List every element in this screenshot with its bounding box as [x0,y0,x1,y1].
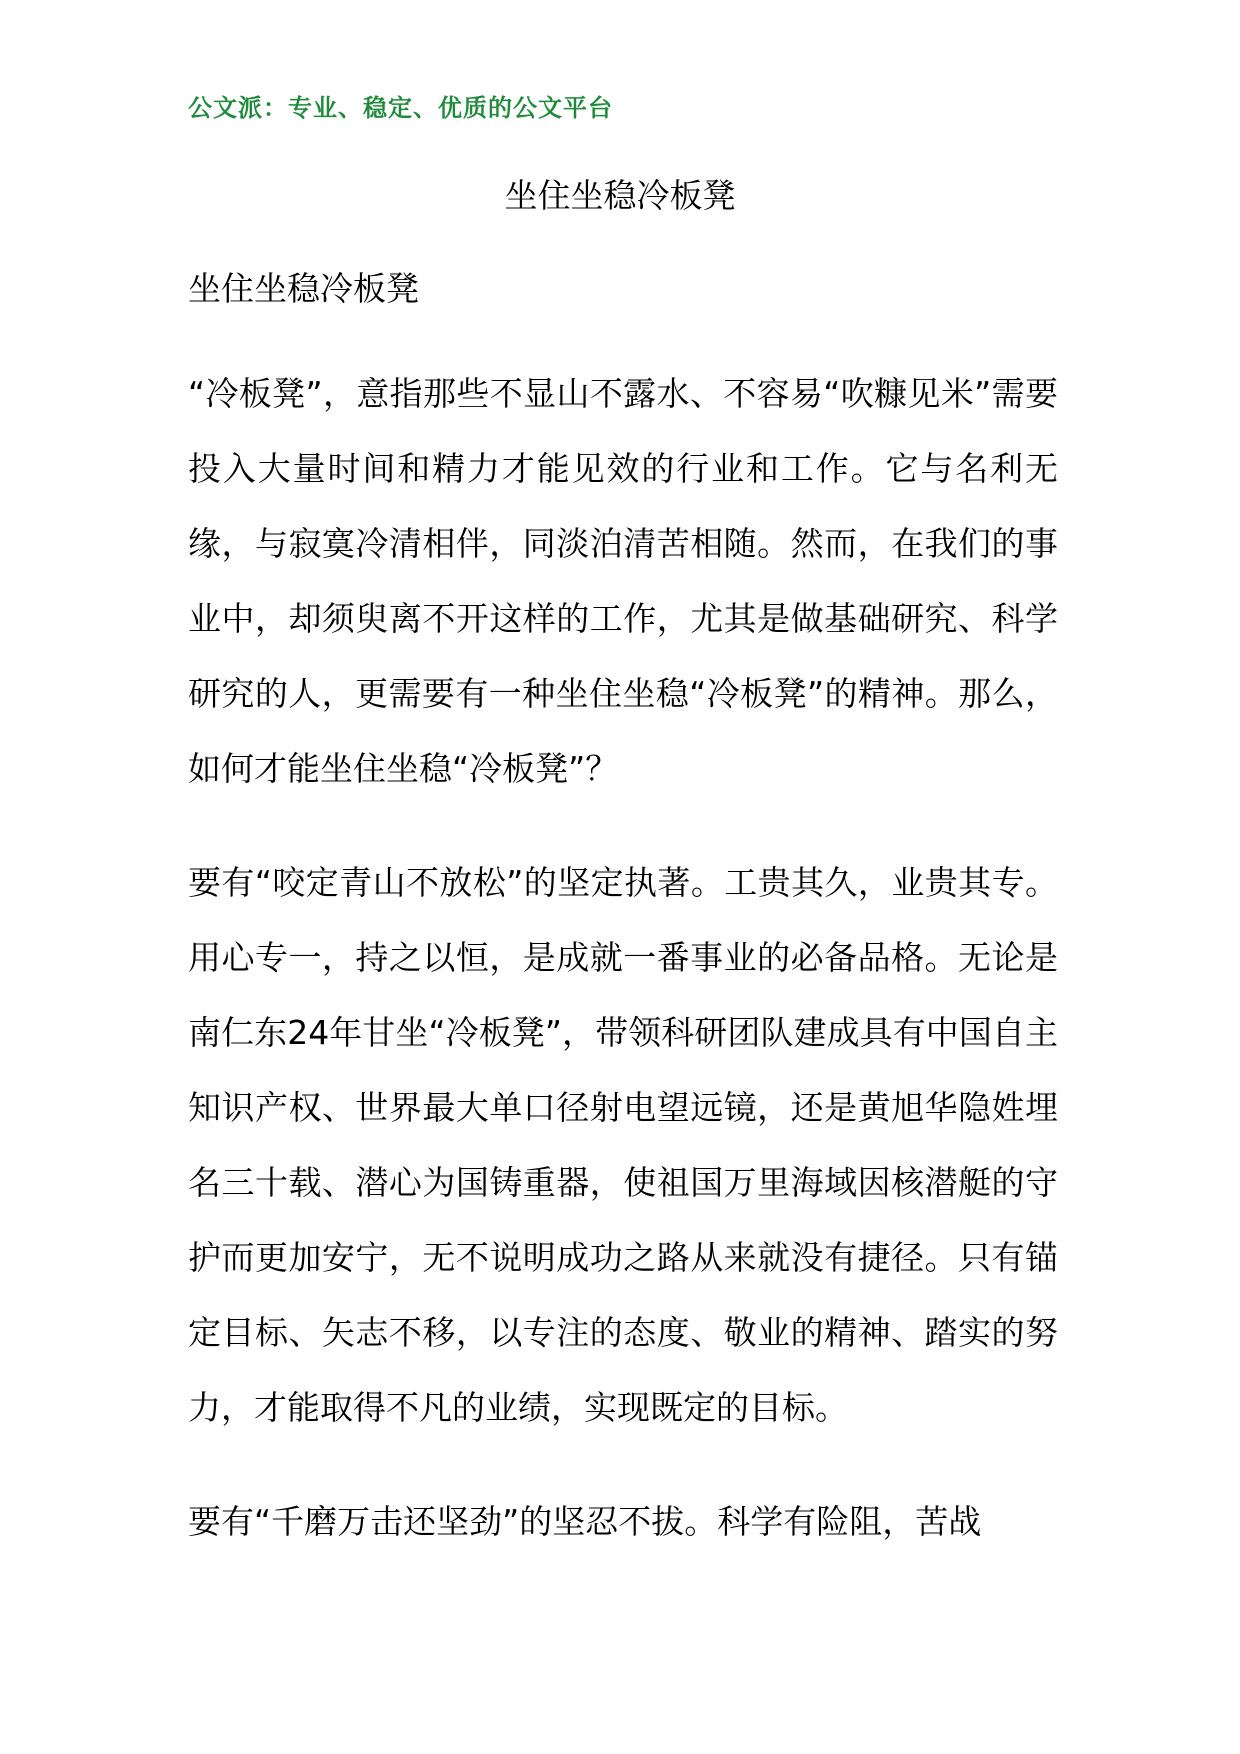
paragraph-3: 要有“千磨万击还坚劲”的坚忍不拔。科学有险阻，苦战 [188,1502,982,1541]
document-body [188,356,1058,1559]
paragraph-2: 要有“咬定青山不放松”的坚定执著。工贵其久，业贵其专。用心专一，持之以恒，是成就一番事业的必备品格。无论是南仁东24年甘坐“冷板凳”，带领科研团队建成具有中国自主知识产权、世界最大单口径射电望远镜，还是黄旭华隐姓埋名三十载、潜心为国铸重器，使祖国万里海域因核潜艇的守护而更加安宁，无不说明成功之路从来就没有捷径。只有锚定目标、矢志不移，以专注的态度、敬业的精神、踏实的努力，才能取得不凡的业绩，实现既定的目标。 [188,863,1058,1427]
document-title: 坐住坐稳冷板凳 [504,176,736,215]
paragraph-1: “冷板凳”，意指那些不显山不露水、不容易“吹糠见米”需要投入大量时间和精力才能见效的行业和工作。它与名利无缘，与寂寞冷清相伴，同淡泊清苦相随。然而，在我们的事业中，却须臾离不开这样的工作，尤其是做基础研究、科学研究的人，更需要有一种坐住坐稳“冷板凳”的精神。那么，如何才能坐住坐稳“冷板凳”？ [188,374,1058,788]
document-subtitle: 坐住坐稳冷板凳 [188,269,419,308]
header-tagline: 公文派：专业、稳定、优质的公文平台 [188,94,613,122]
